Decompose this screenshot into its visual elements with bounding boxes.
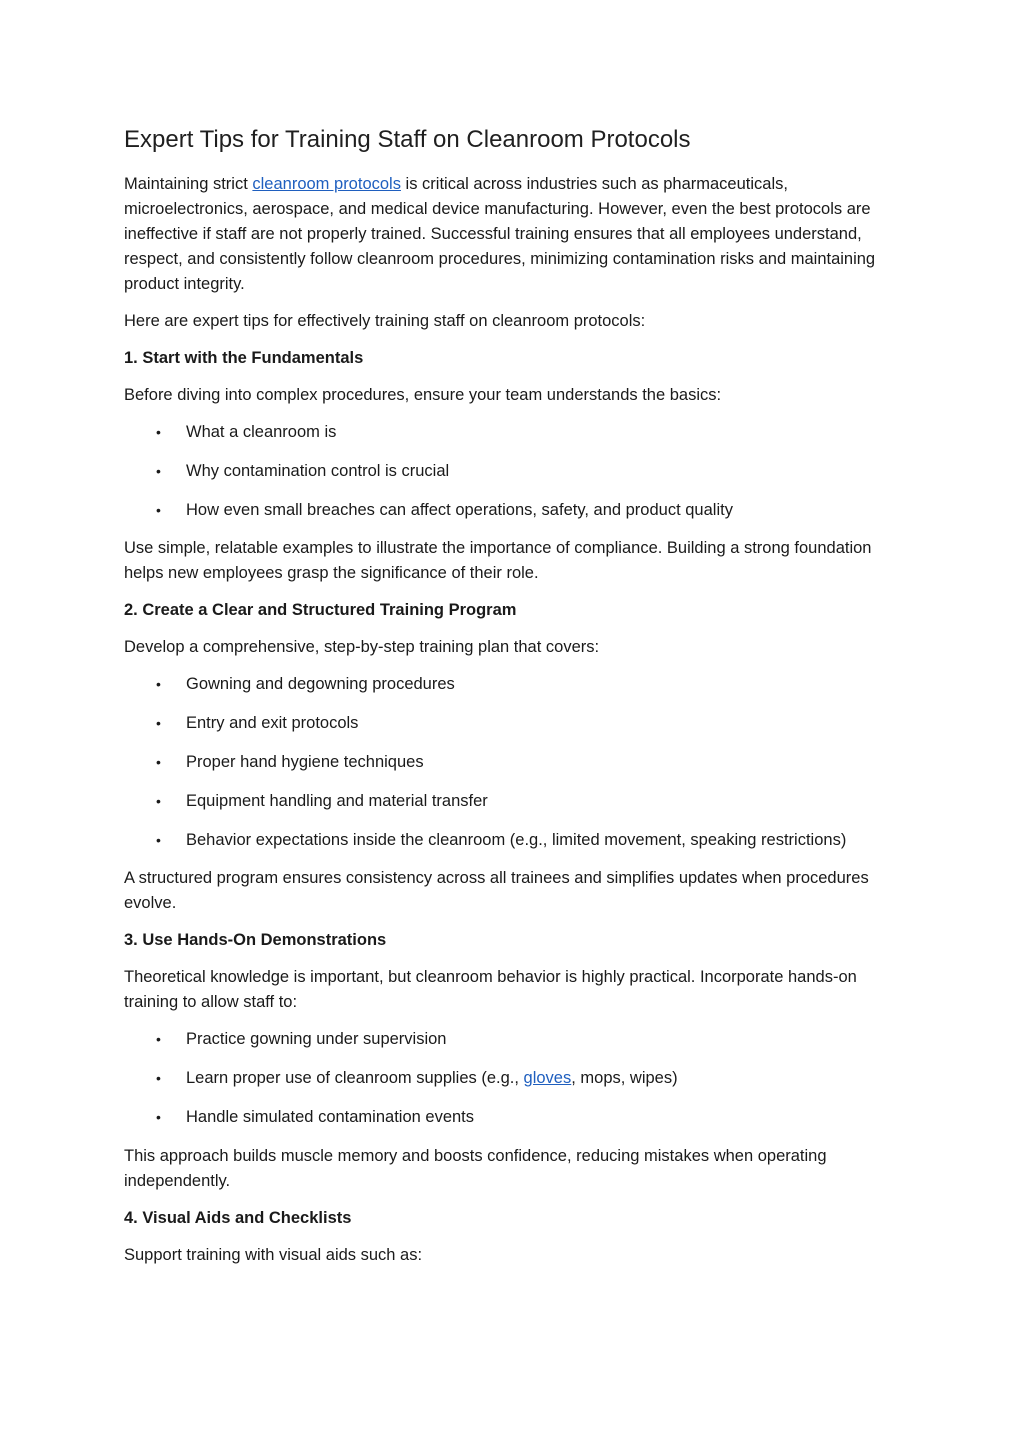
- gloves-link[interactable]: gloves: [523, 1069, 572, 1088]
- bullet-icon: •: [156, 1070, 161, 1087]
- section-3-intro: Theoretical knowledge is important, but cleanroom behavior is highly practical. Incorporate hands-on training to allow staff to:: [124, 968, 857, 1012]
- section-2-bullet-list: [124, 672, 914, 852]
- bullet-icon: •: [156, 792, 161, 809]
- bullet-icon: •: [156, 1108, 161, 1125]
- list-item-text: Equipment handling and material transfer: [186, 791, 488, 810]
- intro-text-before-link: Maintaining strict: [124, 175, 253, 193]
- list-item: [124, 459, 914, 484]
- section-2-outro: A structured program ensures consistency across all trainees and simplifies updates when procedures evolve.: [124, 869, 869, 913]
- list-item-text: Gowning and degowning procedures: [186, 675, 455, 694]
- list-item: [124, 1066, 914, 1091]
- bullet-icon: •: [156, 1031, 161, 1048]
- intro-paragraph: [124, 172, 914, 297]
- section-4-intro: Support training with visual aids such as:: [124, 1245, 423, 1264]
- bullet-icon: •: [156, 676, 161, 693]
- list-item-text: Handle simulated contamination events: [186, 1107, 475, 1126]
- list-item-text: Entry and exit protocols: [186, 714, 359, 733]
- section-4-heading: 4. Visual Aids and Checklists: [124, 1208, 352, 1227]
- section-3-outro: This approach builds muscle memory and boosts confidence, reducing mistakes when operating independently.: [124, 1146, 827, 1190]
- section-2-intro: Develop a comprehensive, step-by-step training plan that covers:: [124, 638, 600, 657]
- section-2-heading: 2. Create a Clear and Structured Training Program: [124, 601, 517, 620]
- list-item-text: Proper hand hygiene techniques: [186, 752, 424, 771]
- section-1-heading: 1. Start with the Fundamentals: [124, 349, 364, 367]
- list-item-text: Behavior expectations inside the cleanroom (e.g., limited movement, speaking restrictions): [186, 830, 847, 849]
- list-item-text-after-link: , mops, wipes): [571, 1069, 678, 1088]
- intro-text-after-link: is critical across industries such as pharmaceuticals, microelectronics, aerospace, and medical device manufacturing. However, even the best protocols are ineffective if staff are not properly trained. Successful training ensures that all employees understand, respect, and consistently follow cleanroom procedures, minimizing contamination risks and maintaining product integrity.: [124, 175, 876, 293]
- section-1-outro: Use simple, relatable examples to illustrate the importance of compliance. Building a strong foundation helps new employees grasp the significance of their role.: [124, 539, 872, 583]
- bullet-icon: •: [156, 501, 161, 518]
- list-item: [124, 828, 914, 853]
- list-item: [124, 1027, 914, 1052]
- cleanroom-protocols-link[interactable]: cleanroom protocols: [252, 175, 401, 193]
- list-item-text: How even small breaches can affect operations, safety, and product quality: [186, 500, 733, 519]
- list-item: [124, 420, 914, 445]
- list-item: [124, 750, 914, 775]
- list-item: [124, 1105, 914, 1130]
- document-page: [124, 122, 914, 1280]
- section-1-bullet-list: [124, 420, 914, 523]
- section-3-bullet-list: [124, 1027, 914, 1130]
- list-item-text-before-link: Learn proper use of cleanroom supplies (e.g.,: [186, 1069, 524, 1088]
- page-title: Expert Tips for Training Staff on Cleanroom Protocols: [124, 126, 691, 153]
- bullet-icon: •: [156, 753, 161, 770]
- list-item: [124, 498, 914, 523]
- bullet-icon: •: [156, 831, 161, 848]
- section-1-intro: Before diving into complex procedures, ensure your team understands the basics:: [124, 386, 722, 404]
- list-item-text: Practice gowning under supervision: [186, 1030, 447, 1049]
- list-item-text: Why contamination control is crucial: [186, 461, 450, 480]
- list-item: [124, 672, 914, 697]
- bullet-icon: •: [156, 424, 161, 440]
- list-item: [124, 711, 914, 736]
- list-item: [124, 789, 914, 814]
- bullet-icon: •: [156, 715, 161, 732]
- list-item-text: What a cleanroom is: [186, 423, 337, 441]
- lead-paragraph: Here are expert tips for effectively training staff on cleanroom protocols:: [124, 312, 646, 330]
- bullet-icon: •: [156, 462, 161, 479]
- section-3-heading: 3. Use Hands-On Demonstrations: [124, 931, 387, 950]
